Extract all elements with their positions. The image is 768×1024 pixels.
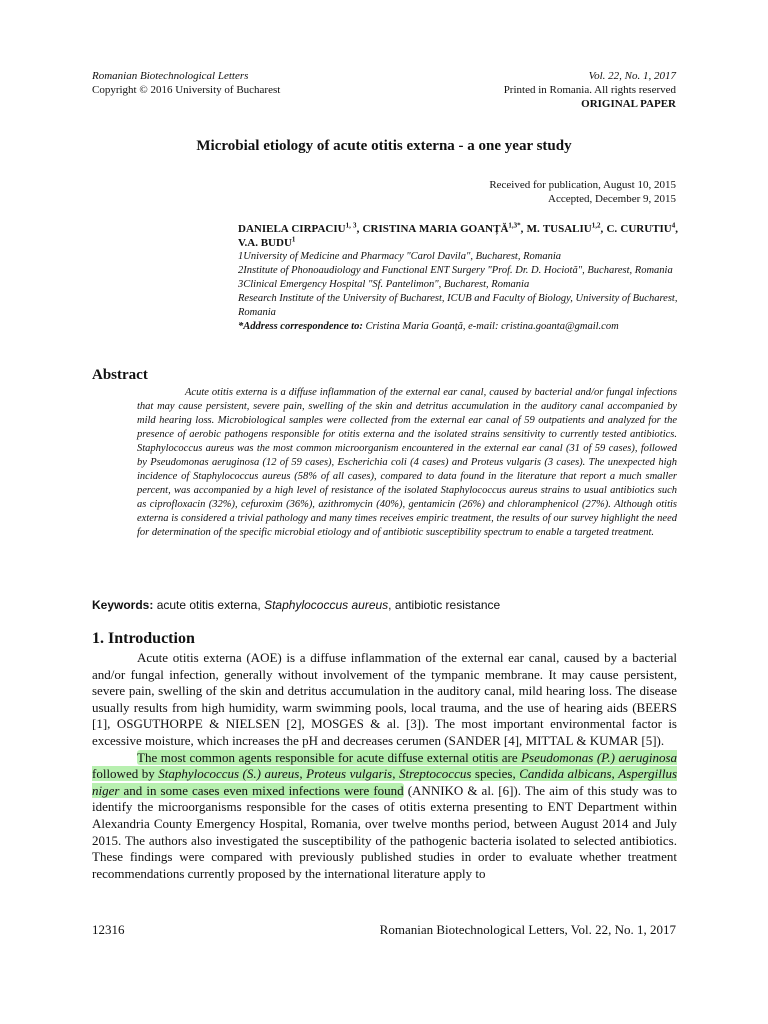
publication-dates xyxy=(489,178,676,206)
section-heading-introduction: 1. Introduction xyxy=(92,630,195,647)
keywords-label: Keywords: xyxy=(92,598,154,612)
text-run: Streptococcus xyxy=(398,766,472,782)
text-run: Candida albicans xyxy=(519,766,612,782)
text-run: followed by xyxy=(92,766,159,782)
header-right xyxy=(504,69,676,111)
text-run: , xyxy=(299,766,307,782)
text-run: Staphylococcus (S.) aureus xyxy=(158,766,300,782)
intro-paragraph-2 xyxy=(92,750,677,883)
text-run: (ANNIKO & al. [6]). The aim of this study was to identify the microorganisms responsible for the cases of otitis externa presenting to ENT Department within Alexandria County Emergency Hospital, Romania, over twelve months period, between August 2014 and July 2015. The authors also investigated the susceptibility of the pathogenic bacteria isolated to selected antibiotics. These findings were compared with previously published studies in order to evaluate whether treatment recommendations currently proposed by the international literature apply to xyxy=(92,782,677,881)
text-run: , xyxy=(611,766,619,782)
affiliation-2: 2Institute of Phonoaudiology and Functional ENT Surgery "Prof. Dr. D. Hociotă", Bucharest, Romania xyxy=(238,265,673,276)
abstract-heading: Abstract xyxy=(92,367,148,383)
affiliation-1: 1University of Medicine and Pharmacy "Carol Davila", Bucharest, Romania xyxy=(238,251,561,262)
authors-block xyxy=(238,222,678,334)
author-name: , V.A. BUDU xyxy=(238,223,679,249)
text-run: Proteus vulgaris xyxy=(306,766,393,782)
author-affiliation-mark: 1,3* xyxy=(508,221,521,230)
introduction-body xyxy=(92,650,677,882)
footer-journal-ref: Romanian Biotechnological Letters, Vol. 22, No. 1, 2017 xyxy=(379,922,676,937)
affiliation-4: Research Institute of the University of Bucharest, ICUB and Faculty of Biology, University of Bucharest, Romania xyxy=(238,293,678,318)
keyword-text: acute otitis externa, xyxy=(153,598,265,612)
author-affiliation-mark: 1,2 xyxy=(591,221,601,230)
correspondence-text: Cristina Maria Goanță, e-mail: cristina.goanta@gmail.com xyxy=(362,321,619,332)
page-number: 12316 xyxy=(92,922,125,937)
text-run: The most common agents responsible for acute diffuse external otitis are xyxy=(137,749,522,765)
journal-name: Romanian Biotechnological Letters xyxy=(92,70,249,82)
accepted-date: Accepted, December 9, 2015 xyxy=(548,193,676,205)
paper-title: Microbial etiology of acute otitis externa - a one year study xyxy=(196,138,572,154)
author-name: DANIELA CIRPACIU xyxy=(238,223,346,235)
abstract-text: Acute otitis externa is a diffuse inflammation of the external ear canal, caused by bacterial and/or fungal infections that may cause persistent, severe pain, swelling of the skin and detritus accumulation in the auditory canal accompanied by mild hearing loss. Microbiological samples were collected from the external ear canal of 59 outpatients and analyzed for the presence of aerobic pathogens responsible for otitis externa and the isolated strains sensitivity to currently tested antibiotics. Staphylococcus aureus was the most common microorganism encountered in the external ear canal (31 of 59 cases), followed by Pseudomonas aeruginosa (12 of 59 cases), Escherichia coli (4 cases) and Proteus vulgaris (3 cases). The unexpected high incidence of Staphylococcus aureus (58% of all cases), compared to data found in the literature that report a much smaller percent, was accompanied by a high level of resistance of the isolated Staphylococcus aureus strains to usual antibiotics such as ciprofloxacin (32%), cefuroxim (36%), azithromycin (40%), gentamicin (26%) and chloramphenicol (27%). Although otitis externa is considered a trivial pathology and many times receives empiric treatment, the results of our survey highlight the need for determination of the specific microbial etiology and of antibiotic susceptibility spectrum to enable a targeted treatment. xyxy=(137,387,677,538)
text-run: species, xyxy=(471,766,520,782)
received-date: Received for publication, August 10, 2015 xyxy=(489,179,676,191)
correspondence-label: *Address correspondence to: xyxy=(238,321,363,332)
text-run: Aspergillus niger xyxy=(92,766,678,798)
keyword-text: , antibiotic resistance xyxy=(388,598,501,612)
author-name: , M. TUSALIU xyxy=(520,223,592,235)
text-run: , xyxy=(392,766,399,782)
correspondence xyxy=(238,320,678,334)
author-affiliation-mark: 1, 3 xyxy=(345,221,357,230)
printed-line: Printed in Romania. All rights reserved xyxy=(503,84,676,96)
author-name: , CRISTINA MARIA GOANȚĂ xyxy=(356,223,509,235)
header-left xyxy=(92,69,280,97)
volume-info: Vol. 22, No. 1, 2017 xyxy=(588,70,676,82)
keywords xyxy=(92,598,500,612)
keyword-text: Staphylococcus aureus xyxy=(264,598,389,612)
author-name: , C. CURUTIU xyxy=(600,223,672,235)
author-affiliation-mark: 4 xyxy=(671,221,676,230)
text-run: and in some cases even mixed infections were found xyxy=(119,782,404,798)
paper-type: ORIGINAL PAPER xyxy=(581,98,676,110)
intro-paragraph-1: Acute otitis externa (AOE) is a diffuse inflammation of the external ear canal, caused by a bacterial and/or fungal infection, generally without involvement of the tympanic membrane. It may cause persistent, severe pain, swelling of the skin and detritus accumulation in the auditory canal, mild hearing loss. The disease usually results from high humidity, warm swimming pools, local trauma, and the use of hearing aids (BEERS [1], OSGUTHORPE & NIELSEN [2], MOSGES & al. [3]). The most important environmental factor is excessive moisture, which increases the pH and decreases cerumen (SANDER [4], MITTAL & KUMAR [5]). xyxy=(92,650,677,748)
text-run: Pseudomonas (P.) aeruginosa xyxy=(521,749,678,765)
copyright-line: Copyright © 2016 University of Bucharest xyxy=(92,84,281,96)
affiliation-3: 3Clinical Emergency Hospital "Sf. Pantelimon", Bucharest, Romania xyxy=(238,279,530,290)
author-affiliation-mark: 1 xyxy=(291,235,296,244)
author-list xyxy=(238,222,678,250)
